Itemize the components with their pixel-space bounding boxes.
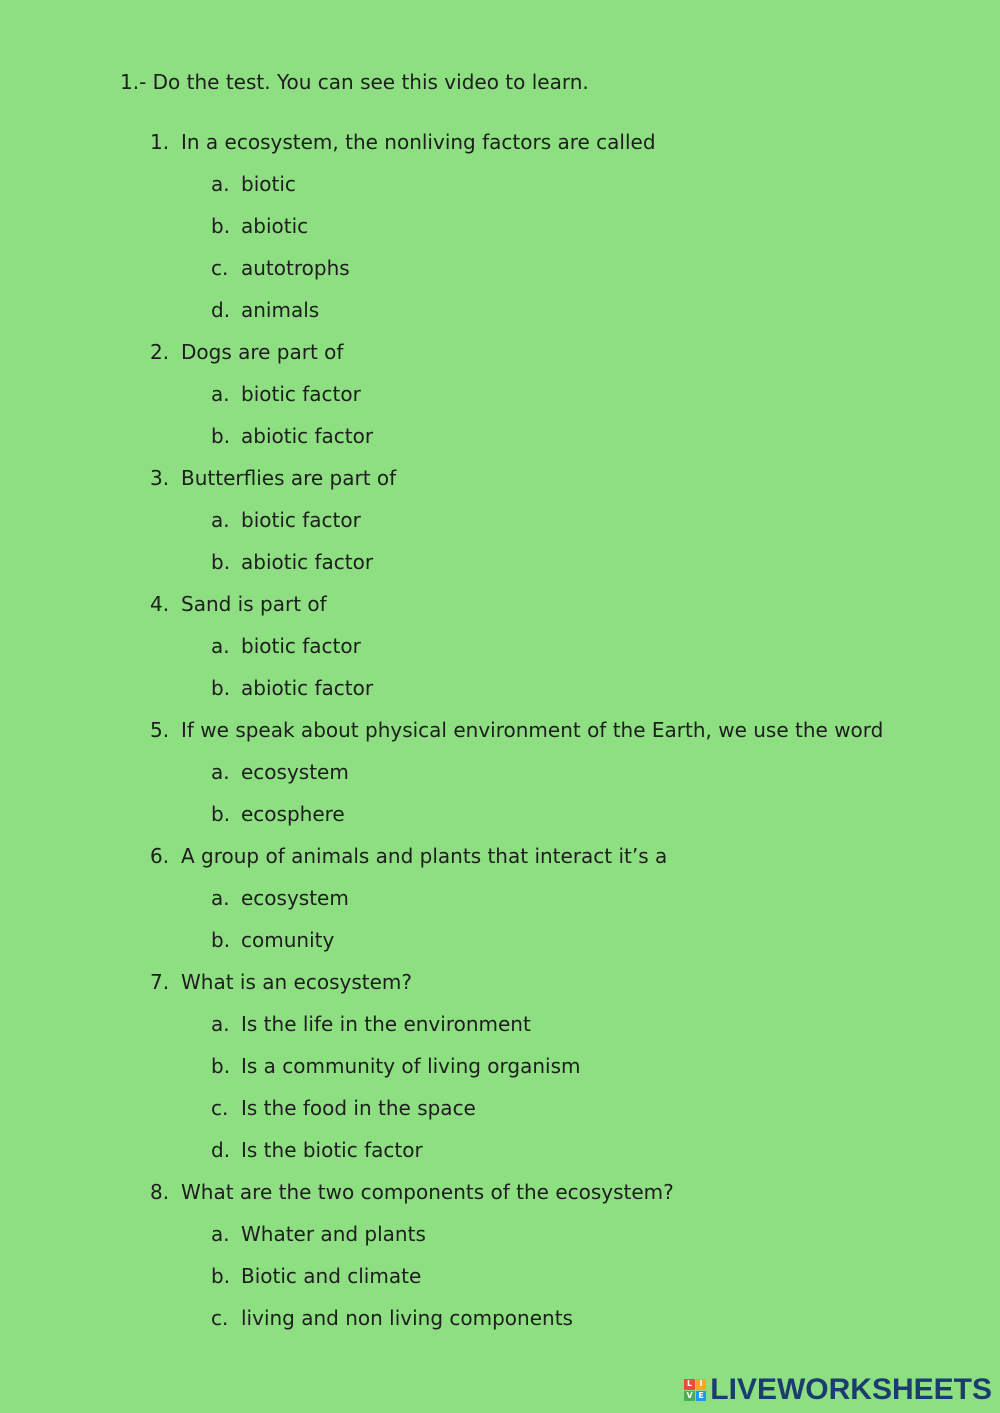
option-letter: a. bbox=[211, 172, 230, 196]
question-7 bbox=[150, 961, 950, 1171]
option-letter: b. bbox=[211, 928, 231, 952]
option-text: biotic bbox=[241, 172, 296, 196]
answer-option[interactable] bbox=[150, 1087, 950, 1129]
answer-option[interactable] bbox=[150, 751, 950, 793]
option-text: ecosystem bbox=[241, 886, 349, 910]
question-text: In a ecosystem, the nonliving factors are called bbox=[181, 130, 656, 154]
answer-option[interactable] bbox=[150, 1003, 950, 1045]
question-number: 8. bbox=[150, 1180, 170, 1204]
answer-option[interactable] bbox=[150, 877, 950, 919]
option-letter: a. bbox=[211, 634, 230, 658]
question-number: 7. bbox=[150, 970, 170, 994]
option-letter: b. bbox=[211, 676, 231, 700]
answer-option[interactable] bbox=[150, 1255, 950, 1297]
question-line bbox=[150, 961, 950, 1003]
logo-mark-tile: V bbox=[684, 1391, 695, 1402]
answer-option[interactable] bbox=[150, 1213, 950, 1255]
option-text: Is the food in the space bbox=[241, 1096, 476, 1120]
option-letter: a. bbox=[211, 508, 230, 532]
option-text: Biotic and climate bbox=[241, 1264, 422, 1288]
option-text: abiotic factor bbox=[241, 424, 374, 448]
answer-option[interactable] bbox=[150, 373, 950, 415]
question-line bbox=[150, 457, 950, 499]
option-text: biotic factor bbox=[241, 382, 361, 406]
logo-mark-tile: E bbox=[696, 1391, 707, 1402]
answer-option[interactable] bbox=[150, 625, 950, 667]
question-number: 1. bbox=[150, 130, 170, 154]
option-letter: d. bbox=[211, 1138, 231, 1162]
question-line bbox=[150, 331, 950, 373]
option-letter: d. bbox=[211, 298, 231, 322]
question-6 bbox=[150, 835, 950, 961]
answer-option[interactable] bbox=[150, 541, 950, 583]
answer-option[interactable] bbox=[150, 919, 950, 961]
option-text: abiotic factor bbox=[241, 676, 374, 700]
option-text: ecosphere bbox=[241, 802, 345, 826]
question-line bbox=[150, 835, 950, 877]
option-letter: c. bbox=[211, 1306, 229, 1330]
option-text: abiotic factor bbox=[241, 550, 374, 574]
option-text: Is a community of living organism bbox=[241, 1054, 581, 1078]
option-letter: a. bbox=[211, 760, 230, 784]
question-number: 6. bbox=[150, 844, 170, 868]
option-letter: b. bbox=[211, 550, 231, 574]
liveworksheets-logo bbox=[684, 1373, 992, 1407]
answer-option[interactable] bbox=[150, 1297, 950, 1339]
question-text: What is an ecosystem? bbox=[181, 970, 412, 994]
question-5 bbox=[150, 709, 950, 835]
option-text: ecosystem bbox=[241, 760, 349, 784]
answer-option[interactable] bbox=[150, 205, 950, 247]
question-line bbox=[150, 583, 950, 625]
question-8 bbox=[150, 1171, 950, 1339]
answer-option[interactable] bbox=[150, 1129, 950, 1171]
answer-option[interactable] bbox=[150, 163, 950, 205]
option-text: biotic factor bbox=[241, 634, 361, 658]
question-line bbox=[150, 1171, 950, 1213]
answer-option[interactable] bbox=[150, 247, 950, 289]
answer-option[interactable] bbox=[150, 289, 950, 331]
instruction-text: 1.- Do the test. You can see this video to learn. bbox=[120, 70, 589, 94]
option-letter: a. bbox=[211, 886, 230, 910]
option-letter: b. bbox=[211, 802, 231, 826]
option-text: autotrophs bbox=[241, 256, 350, 280]
option-letter: c. bbox=[211, 1096, 229, 1120]
question-line bbox=[150, 121, 950, 163]
question-number: 3. bbox=[150, 466, 170, 490]
option-letter: b. bbox=[211, 1264, 231, 1288]
option-letter: b. bbox=[211, 424, 231, 448]
question-text: If we speak about physical environment of the Earth, we use the word bbox=[181, 718, 884, 742]
option-letter: c. bbox=[211, 256, 229, 280]
question-text: Butterflies are part of bbox=[181, 466, 397, 490]
question-number: 2. bbox=[150, 340, 170, 364]
option-text: animals bbox=[241, 298, 320, 322]
option-letter: a. bbox=[211, 1222, 230, 1246]
logo-text: LIVEWORKSHEETS bbox=[710, 1373, 992, 1406]
option-text: biotic factor bbox=[241, 508, 361, 532]
question-number: 5. bbox=[150, 718, 170, 742]
option-letter: b. bbox=[211, 214, 231, 238]
question-number: 4. bbox=[150, 592, 170, 616]
question-line bbox=[150, 709, 950, 751]
answer-option[interactable] bbox=[150, 793, 950, 835]
option-text: Is the life in the environment bbox=[241, 1012, 531, 1036]
answer-option[interactable] bbox=[150, 667, 950, 709]
answer-option[interactable] bbox=[150, 499, 950, 541]
question-1 bbox=[150, 121, 950, 331]
question-text: Dogs are part of bbox=[181, 340, 344, 364]
option-text: Whater and plants bbox=[241, 1222, 426, 1246]
option-letter: a. bbox=[211, 382, 230, 406]
logo-mark-tile: L bbox=[684, 1379, 695, 1390]
option-letter: a. bbox=[211, 1012, 230, 1036]
question-text: What are the two components of the ecosystem? bbox=[181, 1180, 674, 1204]
answer-option[interactable] bbox=[150, 415, 950, 457]
liveworksheets-logo-icon bbox=[684, 1379, 706, 1401]
answer-option[interactable] bbox=[150, 1045, 950, 1087]
question-text: Sand is part of bbox=[181, 592, 327, 616]
option-text: living and non living components bbox=[241, 1306, 573, 1330]
question-text: A group of animals and plants that interact it’s a bbox=[181, 844, 668, 868]
option-text: Is the biotic factor bbox=[241, 1138, 423, 1162]
question-2 bbox=[150, 331, 950, 457]
question-4 bbox=[150, 583, 950, 709]
question-3 bbox=[150, 457, 950, 583]
option-letter: b. bbox=[211, 1054, 231, 1078]
question-list bbox=[150, 121, 950, 1339]
option-text: abiotic bbox=[241, 214, 309, 238]
logo-mark-tile: I bbox=[696, 1379, 707, 1390]
option-text: comunity bbox=[241, 928, 335, 952]
